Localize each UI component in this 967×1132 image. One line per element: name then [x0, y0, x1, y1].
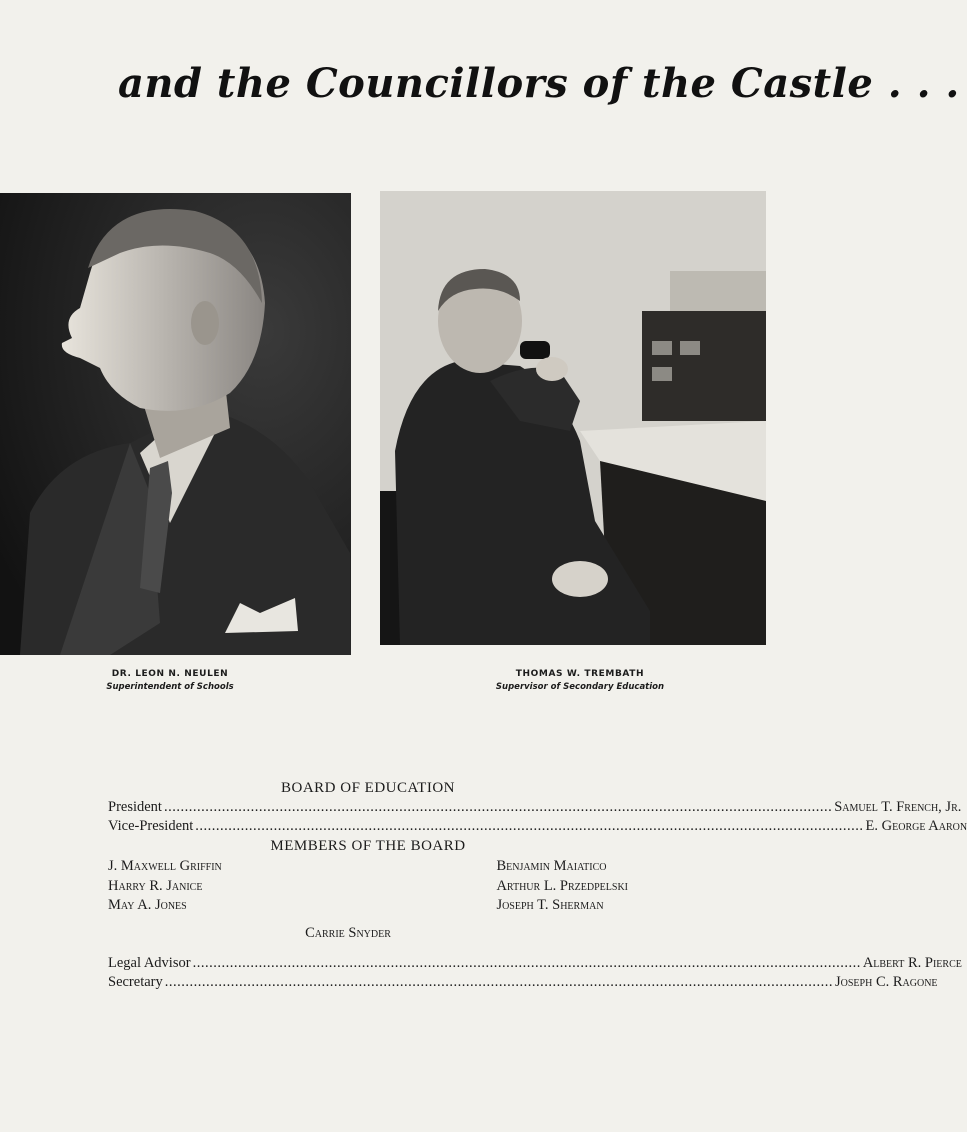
staff-name: Joseph C. Ragone — [835, 973, 938, 990]
dot-leader — [193, 954, 861, 973]
member-name: Arthur L. Przedpelski — [496, 877, 628, 894]
member-name: J. Maxwell Griffin — [108, 858, 222, 874]
officer-title: President — [108, 799, 162, 815]
member-name: Benjamin Maiatico — [496, 858, 607, 874]
members-column-right — [496, 857, 628, 916]
members-column-left — [108, 857, 222, 916]
person-role: Supervisor of Secondary Education — [495, 682, 665, 692]
board-of-education-list — [108, 778, 967, 992]
dot-leader — [195, 817, 863, 836]
member-name: Harry R. Janice — [108, 877, 203, 894]
staff-title: Secretary — [108, 973, 163, 990]
officer-title: Vice-President — [108, 818, 194, 834]
person-name: DR. LEON N. NEULEN — [111, 669, 229, 679]
page-title: and the Councillors of the Castle . . . — [118, 60, 960, 107]
staff-row — [108, 954, 962, 973]
officer-name: Samuel T. French, Jr. — [834, 799, 962, 815]
person-name: THOMAS W. TREMBATH — [515, 669, 645, 679]
officer-row — [108, 817, 967, 836]
officer-name: E. George Aaron — [865, 818, 967, 834]
board-heading: BOARD OF EDUCATION — [280, 780, 455, 796]
dot-leader — [164, 798, 832, 817]
dot-leader — [165, 973, 833, 992]
member-name: May A. Jones — [108, 897, 187, 913]
member-name-centered: Carrie Snyder — [305, 924, 391, 941]
photo-caption-trembath — [465, 669, 695, 692]
member-name: Joseph T. Sherman — [496, 897, 604, 913]
members-heading: MEMBERS OF THE BOARD — [270, 838, 466, 854]
portrait-photo-neulen — [0, 193, 351, 655]
staff-name: Albert R. Pierce — [862, 954, 962, 971]
staff-title: Legal Advisor — [108, 954, 191, 971]
portrait-photo-trembath — [380, 191, 766, 645]
photo-caption-neulen — [60, 669, 280, 692]
officer-row — [108, 798, 962, 817]
person-role: Superintendent of Schools — [106, 682, 234, 692]
members-list — [108, 857, 628, 916]
staff-row — [108, 973, 938, 992]
